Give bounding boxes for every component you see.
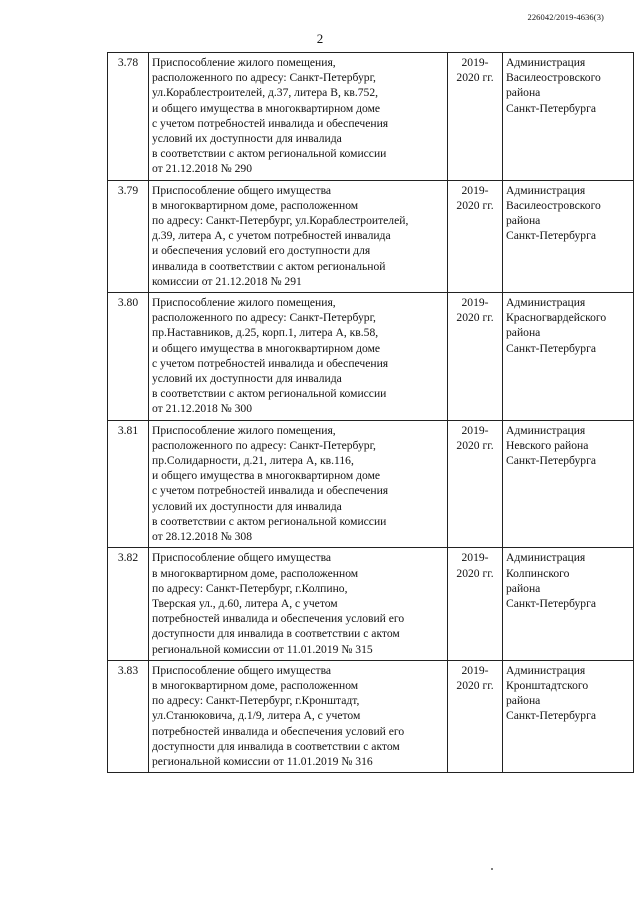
item-description-line: в многоквартирном доме, расположенном (152, 678, 359, 692)
item-executor-line: Санкт-Петербурга (506, 341, 596, 355)
item-period (448, 660, 503, 772)
item-executor-line: Санкт-Петербурга (506, 101, 596, 115)
item-executor-line: Кронштадтского (506, 678, 589, 692)
item-description (149, 548, 448, 660)
item-description-line: Приспособление жилого помещения, (152, 296, 336, 310)
item-description (149, 660, 448, 772)
item-description-line: пр.Солидарности, д.21, литера А, кв.116, (152, 454, 354, 468)
item-number: 3.81 (108, 420, 149, 548)
table-row (108, 660, 634, 772)
items-table (107, 52, 634, 773)
item-description-line: региональной комиссии от 11.01.2019 № 316 (152, 754, 373, 768)
table-row (108, 180, 634, 292)
items-table-body (108, 53, 634, 773)
item-period (448, 53, 503, 181)
item-description-line: условий их доступности для инвалида (152, 132, 342, 146)
item-description-line: д.39, литера А, с учетом потребностей инвалида (152, 229, 391, 243)
item-description-line: доступности для инвалида в соответствии с актом (152, 627, 400, 641)
item-description-line: от 21.12.2018 № 300 (152, 402, 253, 416)
item-description-line: по адресу: Санкт-Петербург, г.Колпино, (152, 581, 348, 595)
item-description-line: с учетом потребностей инвалида и обеспечения (152, 116, 389, 130)
scan-speck (491, 868, 493, 870)
item-description-line: Приспособление жилого помещения, (152, 423, 336, 437)
item-description-line: Приспособление общего имущества (152, 663, 332, 677)
item-description-line: в соответствии с актом региональной комиссии (152, 147, 387, 161)
item-executor-line: района (506, 86, 541, 100)
document-id: 226042/2019-4636(3) (527, 12, 604, 22)
item-description-line: с учетом потребностей инвалида и обеспечения (152, 484, 389, 498)
item-description-line: ул.Кораблестроителей, д.37, литера В, кв.752, (152, 86, 379, 100)
item-description-line: в многоквартирном доме, расположенном (152, 566, 359, 580)
item-description-line: условий их доступности для инвалида (152, 499, 342, 513)
item-period-line: 2019- (461, 56, 489, 69)
item-executor-line: Администрация (506, 551, 586, 565)
item-executor-line: Колпинского (506, 566, 570, 580)
page-number: 2 (316, 31, 324, 46)
item-executor (503, 53, 634, 181)
item-period-line: 2019- (461, 423, 489, 437)
item-executor (503, 660, 634, 772)
item-executor-line: Администрация (506, 296, 586, 310)
item-description-line: потребностей инвалида и обеспечения условий его (152, 612, 405, 626)
item-executor-line: Администрация (506, 663, 586, 677)
item-description-line: по адресу: Санкт-Петербург, ул.Кораблестроителей, (152, 214, 409, 228)
item-executor-line: Администрация (506, 56, 586, 69)
item-period (448, 293, 503, 421)
item-description-line: Тверская ул., д.60, литера А, с учетом (152, 596, 338, 610)
item-executor-line: Администрация (506, 423, 586, 437)
item-description-line: и общего имущества в многоквартирном доме (152, 341, 381, 355)
item-description (149, 180, 448, 292)
item-executor-line: Санкт-Петербурга (506, 596, 596, 610)
item-description (149, 293, 448, 421)
item-description-line: и общего имущества в многоквартирном доме (152, 469, 381, 483)
item-period-line: 2019- (461, 183, 489, 197)
item-number: 3.82 (108, 548, 149, 660)
item-description-line: по адресу: Санкт-Петербург, г.Кронштадт, (152, 694, 360, 708)
item-period-line: 2020 гг. (456, 438, 494, 452)
item-description-line: ул.Станюковича, д.1/9, литера А, с учетом (152, 709, 361, 723)
item-description (149, 53, 448, 181)
item-description-line: Приспособление общего имущества (152, 183, 332, 197)
item-number: 3.80 (108, 293, 149, 421)
table-row (108, 53, 634, 181)
item-description-line: и общего имущества в многоквартирном доме (152, 101, 381, 115)
item-executor (503, 548, 634, 660)
item-period (448, 420, 503, 548)
item-description-line: в многоквартирном доме, расположенном (152, 198, 359, 212)
item-number: 3.78 (108, 53, 149, 181)
item-period (448, 548, 503, 660)
item-executor-line: Администрация (506, 183, 586, 197)
item-executor-line: Невского района (506, 438, 589, 452)
item-executor-line: Санкт-Петербурга (506, 229, 596, 243)
item-description-line: от 21.12.2018 № 290 (152, 162, 253, 176)
item-description-line: Приспособление жилого помещения, (152, 56, 336, 69)
item-period-line: 2019- (461, 663, 489, 677)
item-description-line: региональной комиссии от 11.01.2019 № 315 (152, 642, 373, 656)
item-description-line: расположенного по адресу: Санкт-Петербург, (152, 71, 376, 85)
item-period-line: 2020 гг. (456, 71, 494, 85)
item-number: 3.79 (108, 180, 149, 292)
item-description-line: расположенного по адресу: Санкт-Петербург, (152, 311, 376, 325)
item-executor-line: Василеостровского (506, 71, 601, 85)
item-description-line: в соответствии с актом региональной комиссии (152, 387, 387, 401)
item-description-line: пр.Наставников, д.25, корп.1, литера А, кв.58, (152, 326, 379, 340)
item-executor-line: Красногвардейского (506, 311, 607, 325)
item-executor-line: района (506, 694, 541, 708)
item-period-line: 2020 гг. (456, 566, 494, 580)
item-description-line: в соответствии с актом региональной комиссии (152, 514, 387, 528)
item-executor-line: района (506, 214, 541, 228)
item-executor-line: Василеостровского (506, 198, 601, 212)
item-number: 3.83 (108, 660, 149, 772)
item-executor-line: района (506, 326, 541, 340)
item-period-line: 2020 гг. (456, 678, 494, 692)
item-period-line: 2019- (461, 551, 489, 565)
item-description-line: от 28.12.2018 № 308 (152, 530, 253, 544)
item-description-line: и обеспечения условий его доступности для (152, 244, 371, 258)
table-row (108, 548, 634, 660)
item-description-line: условий их доступности для инвалида (152, 372, 342, 386)
item-description-line: инвалида в соответствии с актом региональной (152, 259, 386, 273)
item-description-line: доступности для инвалида в соответствии с актом (152, 739, 400, 753)
item-description-line: расположенного по адресу: Санкт-Петербург, (152, 438, 376, 452)
item-period-line: 2020 гг. (456, 198, 494, 212)
item-executor-line: района (506, 581, 541, 595)
item-description-line: комиссии от 21.12.2018 № 291 (152, 274, 302, 288)
item-period (448, 180, 503, 292)
item-executor (503, 293, 634, 421)
item-executor-line: Санкт-Петербурга (506, 709, 596, 723)
item-executor (503, 420, 634, 548)
item-description-line: Приспособление общего имущества (152, 551, 332, 565)
table-row (108, 293, 634, 421)
item-executor (503, 180, 634, 292)
item-executor-line: Санкт-Петербурга (506, 454, 596, 468)
item-description-line: потребностей инвалида и обеспечения условий его (152, 724, 405, 738)
item-description (149, 420, 448, 548)
table-row (108, 420, 634, 548)
item-description-line: с учетом потребностей инвалида и обеспечения (152, 356, 389, 370)
item-period-line: 2020 гг. (456, 311, 494, 325)
item-period-line: 2019- (461, 296, 489, 310)
